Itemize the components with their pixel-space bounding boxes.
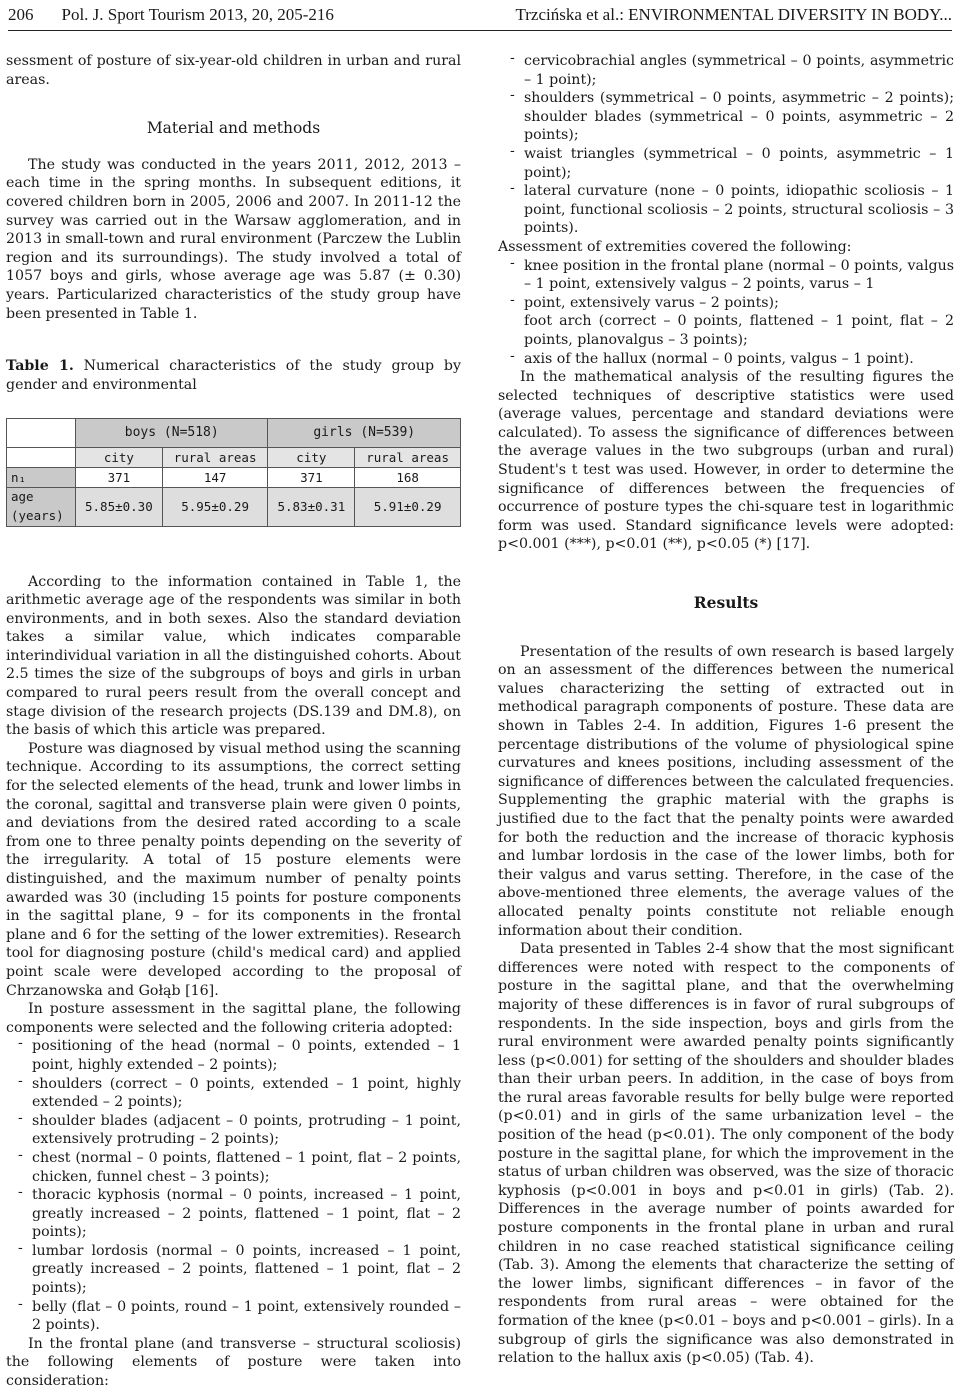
page-number: 206 (8, 5, 34, 24)
running-title: Trzcińska et al.: ENVIRONMENTAL DIVERSITY IN BODY... (515, 5, 952, 24)
table-cell: 5.95±0.29 (162, 488, 268, 526)
table-corner-sub (7, 448, 76, 468)
results-paragraph-1: Presentation of the results of own research is based largely on an assessment of the differences between the numerical values characterizing the setting of extracted out in methodical paragraph components of posture. These data are shown in Tables 2-4. In addition, Figures 1-6 present the percentage distributions of the volume of physiological spine curvatures and knees positions, including assessment of the significance of differences between the calculated frequencies. Supplementing the graphic material with the graphs is justified due to the fact that the penalty points were awarded for both the reduction and the increase of thoracic kyphosis and lumbar lordosis in the case of the lower limbs, both for their valgus and varus setting. Therefore, in the case of the above-mentioned three elements, the average values of the allocated penalty points constitute not reliable enough information about their condition. (498, 643, 954, 939)
left-column (6, 52, 461, 1391)
table-row (7, 468, 461, 488)
sagittal-criteria-list (6, 1037, 461, 1335)
table-group-girls: girls (N=539) (268, 419, 461, 448)
sagittal-paragraph: In posture assessment in the sagittal plane, the following components were selected and the following criteria adopted: (6, 1001, 461, 1036)
list-item: - waist triangles (symmetrical – 0 points, asymmetric – 1 point); (498, 145, 954, 182)
list-item: - positioning of the head (normal – 0 points, extended – 1 point, highly extended – 2 points); (6, 1037, 461, 1074)
table-1 (6, 418, 461, 526)
table-caption (6, 357, 461, 394)
frontal-criteria-list (498, 52, 954, 238)
table-cell: 5.83±0.31 (268, 488, 355, 526)
list-item: - shoulders (correct – 0 points, extended – 1 point, highly extended – 2 points); (6, 1075, 461, 1112)
table-corner (7, 419, 76, 448)
right-column (498, 52, 954, 1368)
foot-arch-item: foot arch (correct – 0 points, flattened – 1 point, flat – 2 points, planovalgus – 3 points); (524, 313, 954, 348)
table-caption-label: Table 1. (6, 358, 74, 375)
list-item: - point, extensively varus – 2 points); (498, 294, 954, 313)
table-cell: 371 (268, 468, 355, 488)
list-item: - thoracic kyphosis (normal – 0 points, increased – 1 point, greatly increased – 2 points, flattened – 1 point, flat – 2 points); (6, 1186, 461, 1242)
extremity-criteria-list (498, 257, 954, 313)
list-item: - shoulder blades (adjacent – 0 points, protruding – 1 point, extensively protruding – 2 points); (6, 1112, 461, 1149)
table-subheader: rural areas (162, 448, 268, 468)
list-item: - knee position in the frontal plane (normal – 0 points, valgus – 1 point, extensively valgus – 2 points, varus – 1 (498, 257, 954, 294)
table-row-label: n₁ (7, 468, 76, 488)
list-item: - cervicobrachial angles (symmetrical – 0 points, asymmetric – 1 point); (498, 52, 954, 89)
running-header (8, 0, 952, 31)
table-row (7, 488, 461, 526)
frontal-paragraph: In the frontal plane (and transverse – structural scoliosis) the following elements of posture were taken into consideration: (6, 1335, 461, 1390)
list-item: - axis of the hallux (normal – 0 points, valgus – 1 point). (498, 350, 954, 369)
list-item: - belly (flat – 0 points, round – 1 point, extensively rounded – 2 points). (6, 1298, 461, 1335)
table-cell: 5.91±0.29 (355, 488, 461, 526)
table-subheader: city (76, 448, 163, 468)
table-subheader: city (268, 448, 355, 468)
methods-heading: Material and methods (146, 119, 321, 138)
table-subheader: rural areas (355, 448, 461, 468)
table-cell: 168 (355, 468, 461, 488)
math-paragraph: In the mathematical analysis of the resulting figures the selected techniques of descriptive statistics were used (average values, percentage and standard deviations were calculated). To assess the significance of differences between the average values in the two subgroups (urban and rural) Student's t test was used. However, in order to determine the significance of differences between the frequencies of occurrence of posture types the chi-square test in logarithmic form was used. Standard significance levels were adopted: p<0.001 (***), p<0.01 (**), p<0.05 (*) [17]. (498, 369, 954, 553)
table-group-boys: boys (N=518) (76, 419, 268, 448)
intro-paragraph: sessment of posture of six-year-old children in urban and rural areas. (6, 53, 461, 88)
list-item: - lateral curvature (none – 0 points, idiopathic scoliosis – 1 point, functional scoliosis – 2 points, structural scoliosis – 3 points). (498, 182, 954, 238)
list-item: - lumbar lordosis (normal – 0 points, increased – 1 point, greatly increased – 2 points, flattened – 1 point, flat – 2 points); (6, 1242, 461, 1298)
table-info-paragraph: According to the information contained in Table 1, the arithmetic average age of the respondents was similar in both environments, and in both sexes. Also the standard deviation takes a similar value, which indicates comparable interindividual variation in all the distinguished cohorts. About 2.5 times the size of the subgroups of boys and girls in urban compared to rural peers result from the overall concept and stage division of the research projects (DS.139 and DM.8), on the basis of which this article was prepared. (6, 573, 461, 739)
list-item: - chest (normal – 0 points, flattened – 1 point, flat – 2 points, chicken, funnel chest – 3 points); (6, 1149, 461, 1186)
table-cell: 371 (76, 468, 163, 488)
table-caption-text: Numerical characteristics of the study group by gender and environmental (6, 358, 462, 393)
extremities-paragraph: Assessment of extremities covered the following: (498, 238, 852, 255)
extremity-criteria-list-end (498, 350, 954, 369)
list-item: - shoulders (symmetrical – 0 points, asymmetric – 2 points); shoulder blades (symmetrical – 0 points, asymmetric – 2 points); (498, 89, 954, 145)
posture-paragraph: Posture was diagnosed by visual method using the scanning technique. According to its assumptions, the correct setting for the selected elements of the head, trunk and lower limbs in the coronal, sagittal and transverse plain were given 0 points, and deviations from the desired rated according to a scale from one to three penalty points depending on the severity of the irregularity. A total of 15 posture elements were distinguished, and the maximum number of penalty points awarded was 30 (including 15 points for posture components in the sagittal plane, 9 – for its components in the frontal plane and 6 for the setting of the lower extremities). Research tool for diagnosing posture (child's medical card) and applied point scale were developed according to the proposal of Chrzanowska and Gołąb [16]. (6, 740, 461, 999)
table-cell: 5.85±0.30 (76, 488, 163, 526)
methods-paragraph: The study was conducted in the years 2011, 2012, 2013 – each time in the spring months. In subsequent editions, it covered children born in 2005, 2006 and 2007. In 2011-12 the survey was carried out in the Warsaw agglomeration, and in 2013 in small-town and rural environment (Parczew the Lublin region and its surroundings). The study involved a total of 1057 boys and girls, whose average age was 5.87 (± 0.30) years. Particularized characteristics of the study group have been presented in Table 1. (6, 156, 461, 322)
table-row-label: age (years) (7, 488, 76, 526)
results-heading: Results (693, 593, 759, 613)
results-paragraph-2: Data presented in Tables 2-4 show that the most significant differences were noted with respect to the components of posture in the sagittal plane, and that the overwhelming majority of these differences is in favor of rural subgroups of respondents. In the side inspection, boys and girls from the rural environment were awarded penalty points significantly less (p<0.001) for setting of the shoulders and shoulder blades than their urban peers. In addition, in the case of boys from the rural areas favorable results for belly bulge were reported (p<0.01) and in girls of the same urbanization level – the position of the head (p<0.01). The only component of the body posture in the sagittal plane, for which the improvement in the status of urban children was observed, was the size of thoracic kyphosis (p<0.001 in boys and p<0.01 in girls) (Tab. 2). Differences in the average number of points awarded for posture components in the frontal plane in urban and rural children in no case reached statistical significance ceiling (Tab. 3). Among the elements that characterize the setting of the lower limbs, significant differences – in favor of the respondents from rural areas – were obtained for the formation of the knee (p<0.01 – boys and p<0.001 – girls). In a subgroup of girls the significance was also demonstrated in relation to the hallux axis (p<0.05) (Tab. 4). (498, 941, 954, 1367)
table-cell: 147 (162, 468, 268, 488)
journal-citation: Pol. J. Sport Tourism 2013, 20, 205-216 (61, 5, 334, 24)
